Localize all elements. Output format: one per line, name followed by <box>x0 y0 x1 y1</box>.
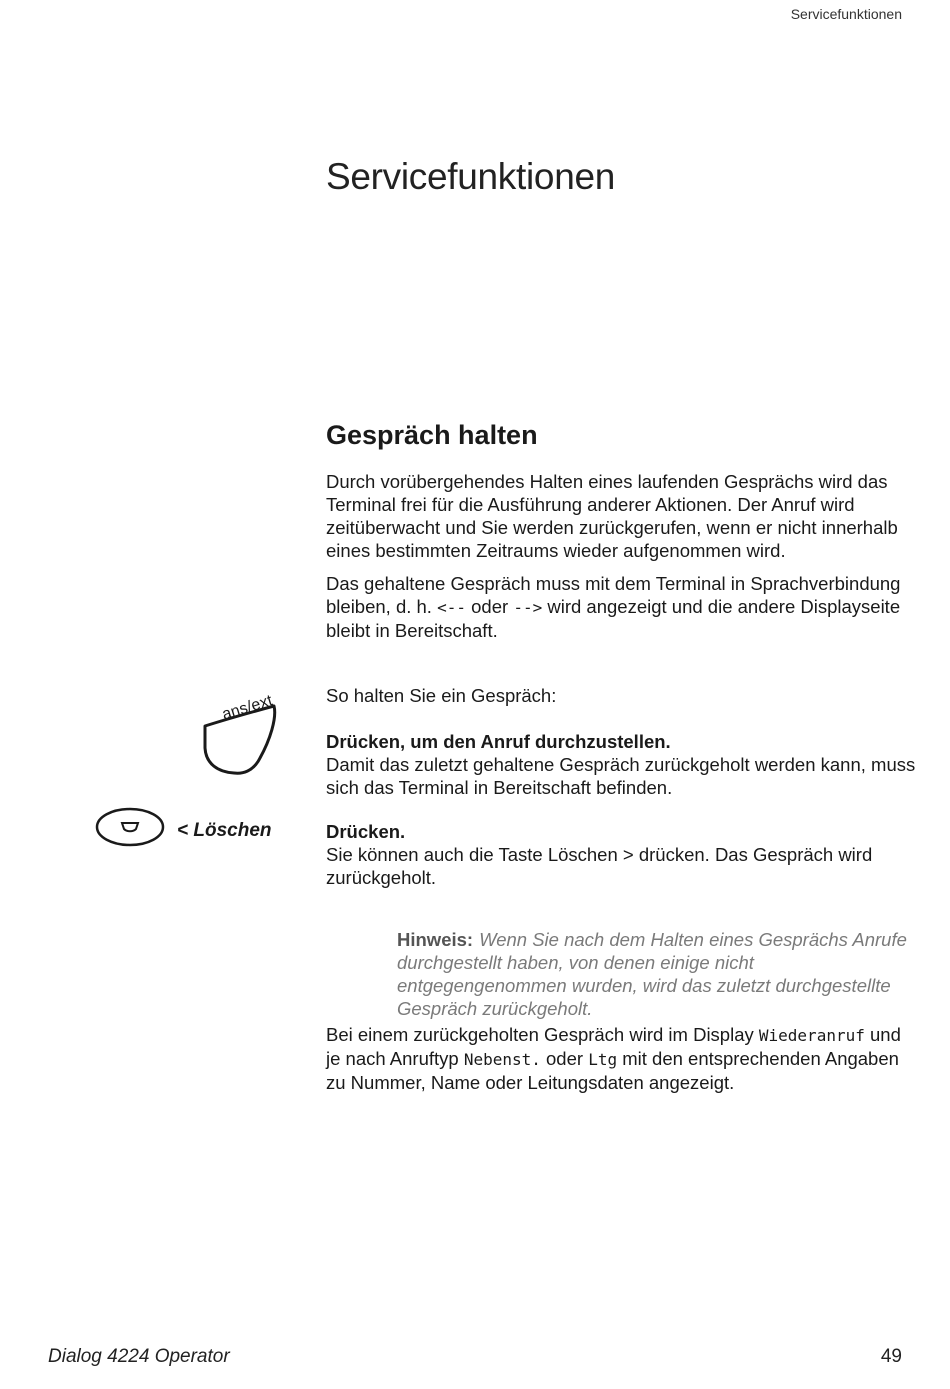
step-title: Drücken, um den Anruf durchzustellen. <box>326 731 671 752</box>
procedure-intro: So halten Sie ein Gespräch: <box>326 685 557 706</box>
display-code-extension: Nebenst. <box>463 1050 541 1069</box>
note-text: Wenn Sie nach dem Halten eines Gesprächs Anrufe durchgestellt haben, von denen einige nicht entgegengenommen wurden, wird das zuletzt durchgestellte Gespräch zurückgeholt. <box>397 928 907 1019</box>
step-text: Damit das zuletzt gehaltene Gespräch zurückgeholt werden kann, muss sich das Terminal in Bereitschaft befinden. <box>326 754 916 798</box>
page-title: Servicefunktionen <box>326 156 616 197</box>
intro-paragraph: Durch vorübergehendes Halten eines laufenden Gesprächs wird das Terminal frei für die Ausführung anderer Aktionen. Der Anruf wird zeitüberwacht und Sie werden zurückgerufen, wenn er nicht innerhalb eines bestimmten Zeitraums wieder aufgenommen wird. <box>326 471 898 561</box>
display-code-callback: Wiederanruf <box>758 1026 865 1045</box>
running-header: Servicefunktionen <box>790 6 902 22</box>
clear-key-label: < Löschen <box>177 820 272 841</box>
voice-connection-paragraph <box>326 572 906 642</box>
paragraph-text: oder <box>540 1048 589 1069</box>
step-ans-ext <box>326 730 916 799</box>
ans-ext-key-icon <box>196 686 280 785</box>
footer-product-name: Dialog 4224 Operator <box>48 1346 230 1367</box>
paragraph-text: wird angezeigt und die andere Displayseite bleibt in Bereitschaft. <box>326 596 901 641</box>
note-label: Hinweis: <box>397 928 474 950</box>
paragraph-text: Das gehaltene Gespräch muss mit dem Terminal in Sprachverbindung bleiben, d. h. <box>326 573 901 617</box>
display-code-left-arrow: <-- <box>437 598 466 617</box>
display-code-line: Ltg <box>588 1050 618 1069</box>
ans-ext-key-label: ans/ext <box>220 692 275 724</box>
paragraph-text: und je nach Anruftyp <box>326 1024 901 1069</box>
paragraph-text: mit den entsprechenden Angaben zu Nummer, Name oder Leitungsdaten angezeigt. <box>326 1048 899 1093</box>
paragraph-text: oder <box>466 596 514 617</box>
paragraph-text: Bei einem zurückgeholten Gespräch wird im Display <box>326 1024 759 1045</box>
section-heading: Gespräch halten <box>326 420 538 450</box>
note-box <box>397 928 909 1020</box>
clear-softkey-icon <box>94 806 166 853</box>
step-text: Sie können auch die Taste Löschen > drücken. Das Gespräch wird zurückgeholt. <box>326 844 873 888</box>
step-title: Drücken. <box>326 821 406 842</box>
display-code-right-arrow: --> <box>513 598 543 617</box>
page-number: 49 <box>880 1346 902 1367</box>
step-clear <box>326 820 916 889</box>
callback-display-paragraph <box>326 1023 916 1094</box>
